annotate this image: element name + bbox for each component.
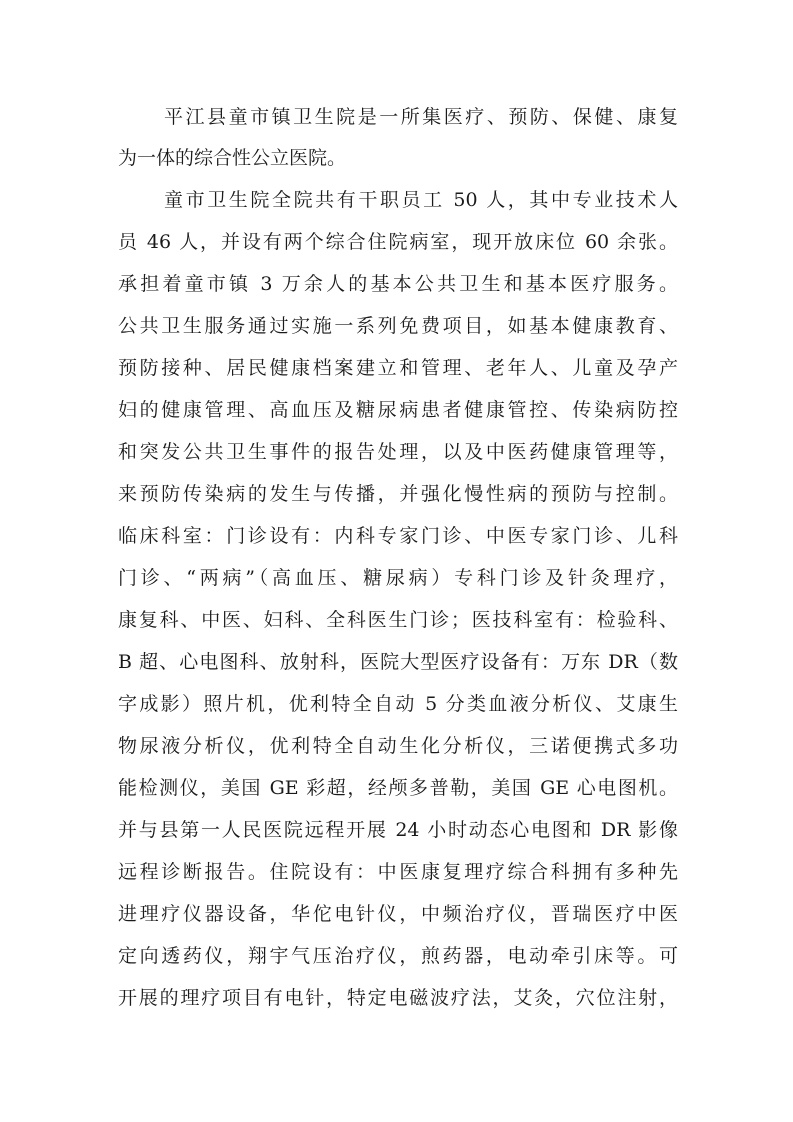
paragraph-3-line-5: 来预防传染病的发生与传播，并强化慢性病的预防与控制。: [118, 483, 678, 505]
paragraph-4-line-2: 门诊、“两病”（高血压、糖尿病）专科门诊及针灸理疗，: [118, 567, 678, 589]
paragraph-4-line-4: B 超、心电图科、放射科，医院大型医疗设备有：万东 DR（数: [118, 651, 678, 673]
paragraph-2-line-1: 童市卫生院全院共有干职员工 50 人，其中专业技术人: [164, 189, 678, 211]
paragraph-4-line-11: 定向透药仪，翔宇气压治疗仪，煎药器，电动牵引床等。可: [118, 945, 678, 967]
paragraph-4-line-3: 康复科、中医、妇科、全科医生门诊；医技科室有：检验科、: [118, 609, 678, 631]
paragraph-4-line-7: 能检测仪，美国 GE 彩超，经颅多普勒，美国 GE 心电图机。: [118, 777, 678, 799]
paragraph-3-line-2: 预防接种、居民健康档案建立和管理、老年人、儿童及孕产: [118, 357, 678, 379]
paragraph-3-line-4: 和突发公共卫生事件的报告处理，以及中医药健康管理等，: [118, 441, 678, 463]
paragraph-1-line-2: 为一体的综合性公立医院。: [118, 147, 347, 169]
paragraph-2-line-2: 员 46 人，并设有两个综合住院病室，现开放床位 60 余张。: [118, 231, 678, 253]
paragraph-4-line-6: 物尿液分析仪，优利特全自动生化分析仪，三诺便携式多功: [118, 735, 678, 757]
paragraph-4-line-9: 远程诊断报告。住院设有：中医康复理疗综合科拥有多种先: [118, 861, 678, 883]
paragraph-3-line-3: 妇的健康管理、高血压及糖尿病患者健康管控、传染病防控: [118, 399, 678, 421]
paragraph-4-line-12: 开展的理疗项目有电针，特定电磁波疗法，艾灸，穴位注射，: [118, 987, 678, 1009]
paragraph-4-line-1: 临床科室：门诊设有：内科专家门诊、中医专家门诊、儿科: [118, 525, 678, 547]
paragraph-2-line-3: 承担着童市镇 3 万余人的基本公共卫生和基本医疗服务。: [118, 273, 678, 295]
paragraph-4-line-5: 字成影）照片机，优利特全自动 5 分类血液分析仪、艾康生: [118, 693, 678, 715]
paragraph-3-line-1: 公共卫生服务通过实施一系列免费项目，如基本健康教育、: [118, 315, 678, 337]
paragraph-4-line-10: 进理疗仪器设备，华佗电针仪，中频治疗仪，晋瑞医疗中医: [118, 903, 678, 925]
paragraph-1-line-1: 平江县童市镇卫生院是一所集医疗、预防、保健、康复: [164, 106, 678, 128]
paragraph-4-line-8: 并与县第一人民医院远程开展 24 小时动态心电图和 DR 影像: [118, 819, 678, 841]
